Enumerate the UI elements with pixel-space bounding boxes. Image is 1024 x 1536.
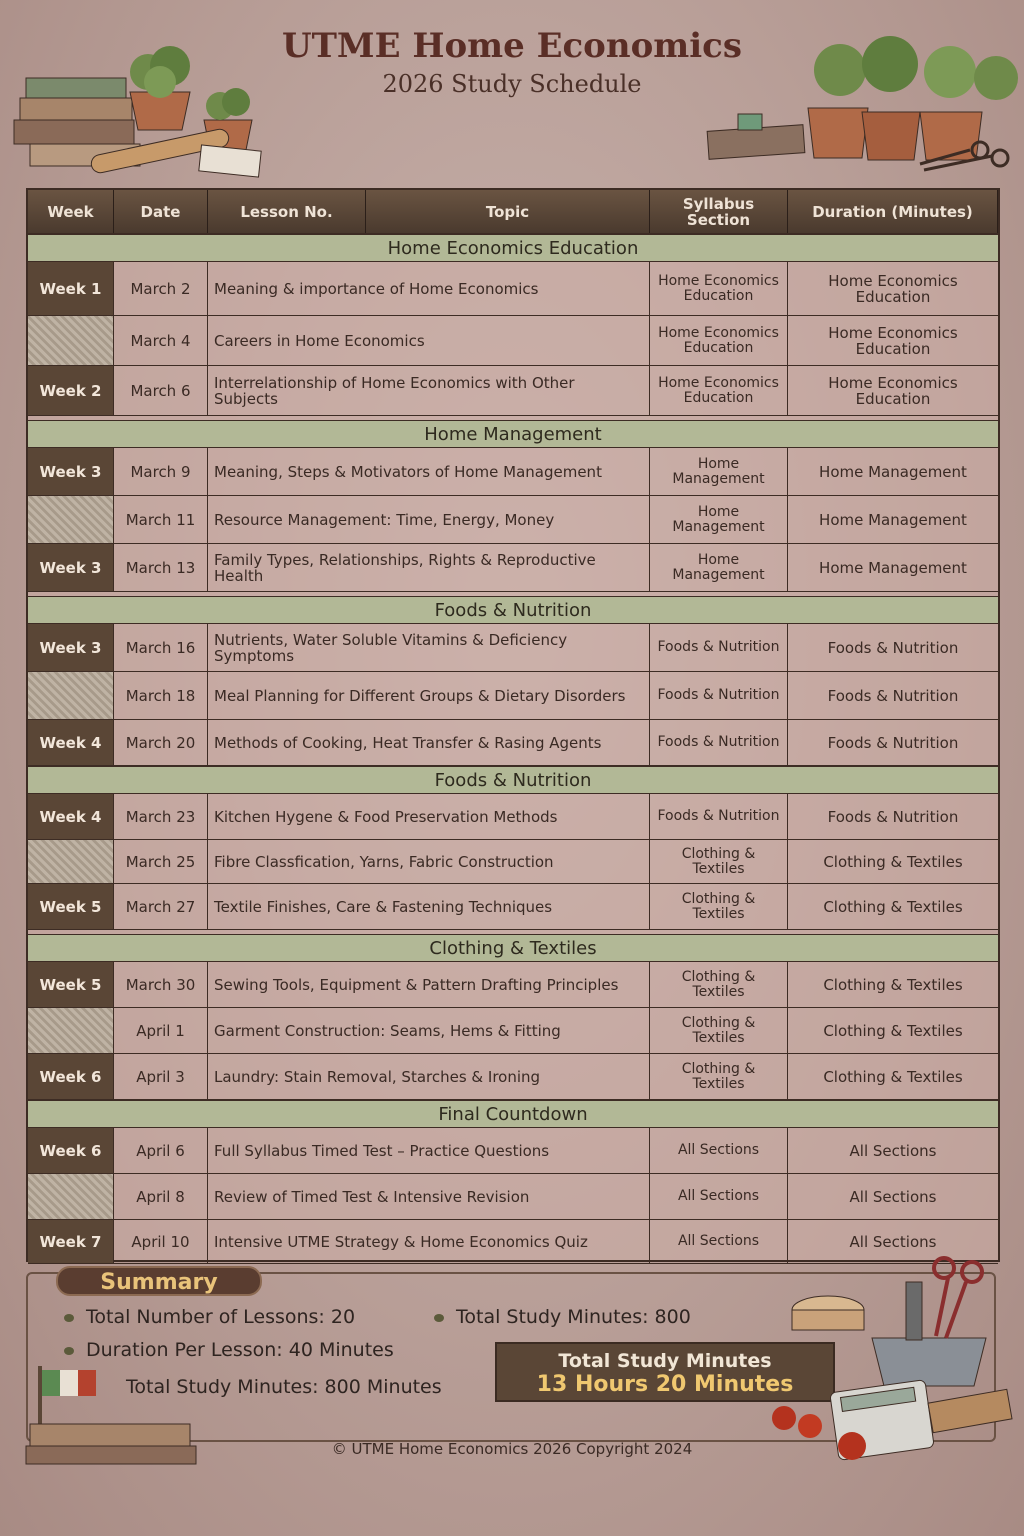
date-cell: March 18 xyxy=(114,672,208,719)
topic-cell: Meaning, Steps & Motivators of Home Management xyxy=(208,448,650,495)
section-heading: Foods & Nutrition xyxy=(28,766,998,794)
syllabus-section-cell: Clothing & Textiles xyxy=(650,1008,788,1053)
table-row xyxy=(28,1128,998,1174)
topic-cell: Garment Construction: Seams, Hems & Fitting xyxy=(208,1008,650,1053)
week-cell: Week 4 xyxy=(28,794,114,839)
copyright-notice: © UTME Home Economics 2026 Copyright 2024 xyxy=(331,1440,693,1458)
page-subtitle: 2026 Study Schedule xyxy=(382,70,642,98)
syllabus-section-cell: Clothing & Textiles xyxy=(650,840,788,883)
table-row xyxy=(28,366,998,416)
total-study-time-value: 13 Hours 20 Minutes xyxy=(536,1372,794,1397)
topic-cell: Resource Management: Time, Energy, Money xyxy=(208,496,650,543)
page-title: UTME Home Economics xyxy=(281,26,742,66)
week-cell: Week 3 xyxy=(28,448,114,495)
week-cell: Week 7 xyxy=(28,1220,114,1263)
date-cell: March 11 xyxy=(114,496,208,543)
date-cell: April 1 xyxy=(114,1008,208,1053)
duration-cell: Clothing & Textiles xyxy=(823,975,963,994)
duration-cell: All Sections xyxy=(849,1141,937,1160)
total-study-time-label: Total Study Minutes xyxy=(558,1350,772,1372)
week-cell: Week 6 xyxy=(28,1128,114,1173)
week-cell xyxy=(28,496,114,543)
table-row xyxy=(28,962,998,1008)
date-cell: April 10 xyxy=(114,1220,208,1263)
topic-cell: Meaning & importance of Home Economics xyxy=(208,262,650,315)
duration-cell: Foods & Nutrition xyxy=(827,807,959,826)
duration-cell: Clothing & Textiles xyxy=(823,1067,963,1086)
column-header-date: Date xyxy=(114,190,208,233)
column-header-syllabus-section: Syllabus Section xyxy=(650,190,788,233)
duration-cell: Home Economics Education xyxy=(828,373,958,408)
syllabus-section-cell: Clothing & Textiles xyxy=(650,962,788,1007)
syllabus-section-cell: Foods & Nutrition xyxy=(650,720,788,765)
duration-cell: Clothing & Textiles xyxy=(823,897,963,916)
table-row xyxy=(28,624,998,672)
topic-cell: Sewing Tools, Equipment & Pattern Drafting Principles xyxy=(208,962,650,1007)
sewing-basket-icon xyxy=(792,1282,986,1386)
week-cell: Week 4 xyxy=(28,720,114,765)
week-cell: Week 1 xyxy=(28,262,114,315)
table-row xyxy=(28,262,998,316)
week-cell: Week 3 xyxy=(28,544,114,591)
duration-cell: Foods & Nutrition xyxy=(827,686,959,705)
duration-cell: Home Management xyxy=(819,510,967,529)
section-heading: Final Countdown xyxy=(28,1100,998,1128)
week-cell: Week 5 xyxy=(28,884,114,929)
summary-total-minutes-long: Total Study Minutes: 800 Minutes xyxy=(126,1376,442,1398)
table-row xyxy=(28,1054,998,1100)
bullet-icon xyxy=(64,1314,74,1322)
duration-cell: Home Management xyxy=(819,558,967,577)
syllabus-section-cell: Home Management xyxy=(650,496,788,543)
week-cell xyxy=(28,1008,114,1053)
table-row xyxy=(28,720,998,766)
topic-cell: Laundry: Stain Removal, Starches & Ironing xyxy=(208,1054,650,1099)
syllabus-section-cell: Clothing & Textiles xyxy=(650,884,788,929)
table-row xyxy=(28,840,998,884)
date-cell: March 25 xyxy=(114,840,208,883)
date-cell: March 16 xyxy=(114,624,208,671)
table-row xyxy=(28,1174,998,1220)
table-row xyxy=(28,496,998,544)
table-row xyxy=(28,1008,998,1054)
table-row xyxy=(28,884,998,930)
week-cell: Week 6 xyxy=(28,1054,114,1099)
schedule-table xyxy=(26,188,1000,1262)
topic-cell: Fibre Classfication, Yarns, Fabric Construction xyxy=(208,840,650,883)
duration-cell: Foods & Nutrition xyxy=(827,733,959,752)
topic-cell: Intensive UTME Strategy & Home Economics Quiz xyxy=(208,1220,650,1263)
week-cell xyxy=(28,672,114,719)
duration-cell: Clothing & Textiles xyxy=(823,1021,963,1040)
date-cell: April 8 xyxy=(114,1174,208,1219)
table-row xyxy=(28,448,998,496)
syllabus-section-cell: Home Management xyxy=(650,544,788,591)
week-cell xyxy=(28,1174,114,1219)
date-cell: March 23 xyxy=(114,794,208,839)
bullet-icon xyxy=(64,1347,74,1355)
syllabus-section-cell: All Sections xyxy=(650,1220,788,1263)
topic-cell: Textile Finishes, Care & Fastening Techniques xyxy=(208,884,650,929)
duration-cell: Home Management xyxy=(819,462,967,481)
date-cell: April 3 xyxy=(114,1054,208,1099)
column-header-duration: Duration (Minutes) xyxy=(788,190,998,233)
syllabus-section-cell: Home Economics Education xyxy=(650,262,788,315)
syllabus-section-cell: Foods & Nutrition xyxy=(650,794,788,839)
table-header xyxy=(28,190,998,234)
duration-cell: Clothing & Textiles xyxy=(823,852,963,871)
summary-total-minutes: Total Study Minutes: 800 xyxy=(434,1306,691,1328)
topic-cell: Review of Timed Test & Intensive Revision xyxy=(208,1174,650,1219)
duration-cell: All Sections xyxy=(849,1187,937,1206)
syllabus-section-cell: Home Economics Education xyxy=(650,366,788,415)
topic-cell: Meal Planning for Different Groups & Dietary Disorders xyxy=(208,672,650,719)
table-row xyxy=(28,672,998,720)
syllabus-section-cell: All Sections xyxy=(650,1128,788,1173)
table-row xyxy=(28,544,998,592)
syllabus-section-cell: Home Management xyxy=(650,448,788,495)
topic-cell: Careers in Home Economics xyxy=(208,316,650,365)
summary-total-lessons: Total Number of Lessons: 20 xyxy=(64,1306,355,1328)
bullet-icon xyxy=(434,1314,444,1322)
date-cell: April 6 xyxy=(114,1128,208,1173)
column-header-week: Week xyxy=(28,190,114,233)
date-cell: March 9 xyxy=(114,448,208,495)
column-header-topic: Topic xyxy=(366,190,650,233)
topic-cell: Interrelationship of Home Economics with Other Subjects xyxy=(208,366,650,415)
scissors-icon xyxy=(934,1258,982,1338)
table-row xyxy=(28,794,998,840)
syllabus-section-cell: Clothing & Textiles xyxy=(650,1054,788,1099)
syllabus-section-cell: All Sections xyxy=(650,1174,788,1219)
week-cell: Week 3 xyxy=(28,624,114,671)
duration-cell: Foods & Nutrition xyxy=(827,638,959,657)
table-row xyxy=(28,316,998,366)
week-cell xyxy=(28,316,114,365)
date-cell: March 13 xyxy=(114,544,208,591)
topic-cell: Family Types, Relationships, Rights & Reproductive Health xyxy=(208,544,650,591)
topic-cell: Full Syllabus Timed Test – Practice Questions xyxy=(208,1128,650,1173)
topic-cell: Methods of Cooking, Heat Transfer & Rasing Agents xyxy=(208,720,650,765)
date-cell: March 6 xyxy=(114,366,208,415)
section-heading: Foods & Nutrition xyxy=(28,596,998,624)
date-cell: March 4 xyxy=(114,316,208,365)
duration-cell: Home Economics Education xyxy=(828,271,958,306)
week-cell: Week 2 xyxy=(28,366,114,415)
section-heading: Home Economics Education xyxy=(28,234,998,262)
topic-cell: Kitchen Hygene & Food Preservation Methods xyxy=(208,794,650,839)
week-cell xyxy=(28,840,114,883)
duration-cell: All Sections xyxy=(849,1232,937,1251)
date-cell: March 20 xyxy=(114,720,208,765)
topic-cell: Nutrients, Water Soluble Vitamins & Deficiency Symptoms xyxy=(208,624,650,671)
week-cell: Week 5 xyxy=(28,962,114,1007)
syllabus-section-cell: Foods & Nutrition xyxy=(650,672,788,719)
section-heading: Clothing & Textiles xyxy=(28,934,998,962)
syllabus-section-cell: Foods & Nutrition xyxy=(650,624,788,671)
summary-title: Summary xyxy=(56,1266,262,1296)
date-cell: March 30 xyxy=(114,962,208,1007)
date-cell: March 2 xyxy=(114,262,208,315)
section-heading: Home Management xyxy=(28,420,998,448)
syllabus-section-cell: Home Economics Education xyxy=(650,316,788,365)
duration-cell: Home Economics Education xyxy=(828,323,958,358)
summary-duration-per-lesson: Duration Per Lesson: 40 Minutes xyxy=(64,1339,394,1361)
date-cell: March 27 xyxy=(114,884,208,929)
column-header-lesson-no: Lesson No. xyxy=(208,190,366,233)
